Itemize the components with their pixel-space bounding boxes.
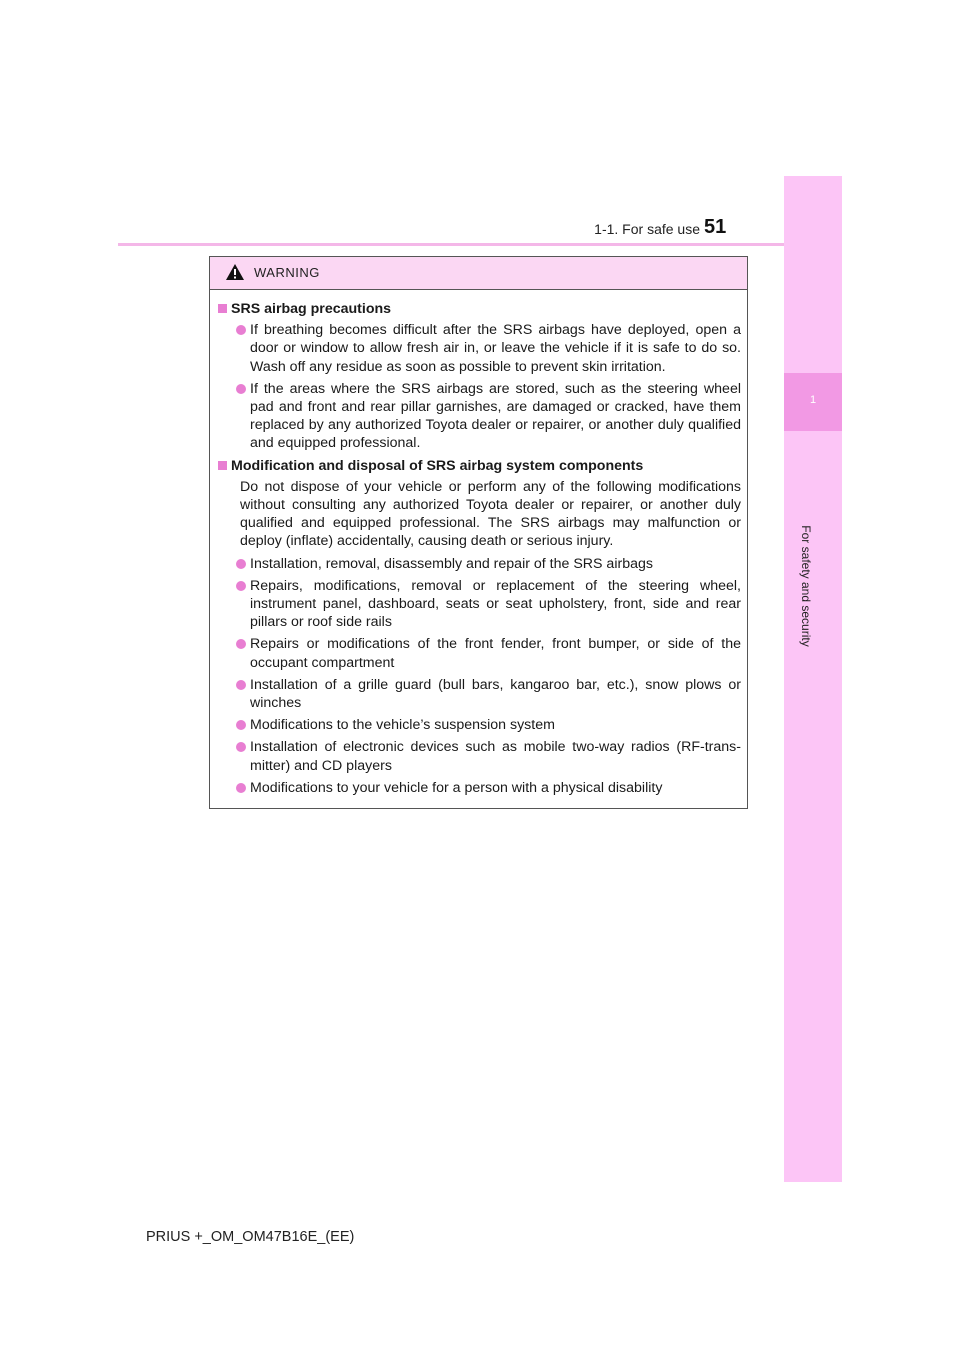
document-code: PRIUS +_OM_OM47B16E_(EE) (146, 1229, 355, 1245)
list-item (218, 555, 741, 573)
list-item (218, 716, 741, 734)
list-item-text: Installation of electronic devices such as mobile two-way radios (RF-trans-mitter) and CD players (250, 739, 741, 774)
list-item-text: Repairs or modifications of the front fender, front bumper, or side of the occupant compartment (250, 636, 741, 671)
circle-bullet-icon (236, 639, 246, 649)
section-heading-text: Modification and disposal of SRS airbag system components (231, 457, 644, 474)
section-heading-text: SRS airbag precautions (231, 301, 392, 317)
circle-bullet-icon (236, 783, 246, 793)
chapter-title: For safety and security (799, 525, 813, 647)
circle-bullet-icon (236, 742, 246, 752)
header-rule (118, 243, 842, 246)
warning-header (210, 257, 747, 290)
list-item (218, 635, 741, 671)
list-item (218, 321, 741, 376)
list-item-text: Modifications to your vehicle for a person with a physical disability (250, 779, 663, 796)
warning-box (209, 256, 748, 809)
list-item (218, 738, 741, 774)
square-bullet-icon (218, 304, 227, 313)
circle-bullet-icon (236, 384, 246, 394)
section-title: 1-1. For safe use (594, 221, 700, 237)
warning-body (210, 290, 747, 797)
circle-bullet-icon (236, 325, 246, 335)
section-heading (218, 300, 741, 318)
warning-label: WARNING (254, 265, 320, 280)
section-paragraph: Do not dispose of your vehicle or perform any of the following modifications without consulting any authorized Toyota dealer or repairer, or another duly qualified and equipped professional. The SRS airbags may malfunction or deploy (inflate) accidentally, causing death or serious injury. (240, 478, 741, 550)
list-item (218, 380, 741, 453)
list-item-text: Installation of a grille guard (bull bars, kangaroo bar, etc.), snow plows or winches (250, 676, 741, 712)
list-item-text: Modifications to the vehicle’s suspension system (250, 717, 555, 734)
list-item-text: If breathing becomes difficult after the SRS airbags have deployed, open a door or window to allow fresh air in, or leave the vehicle if it is safe to do so. Wash off any residue as soon as possible to prevent skin irritation. (250, 322, 741, 375)
list-item-text: Repairs, modifications, removal or replacement of the steering wheel, instrument panel, dashboard, seats or seat upholstery, front, side and rear pillars or roof side rails (250, 577, 741, 631)
circle-bullet-icon (236, 581, 246, 591)
page-number: 51 (704, 216, 727, 238)
list-item (218, 676, 741, 712)
square-bullet-icon (218, 461, 227, 470)
list-item (218, 577, 741, 632)
warning-triangle-icon (225, 263, 245, 281)
chapter-side-tab (784, 176, 842, 1182)
list-item-text: If the areas where the SRS airbags are stored, such as the steering wheel pad and front and rear pillar garnishes, are damaged or cracked, have them replaced by any authorized Toyota dealer or repairer, or another duly qualified and equipped professional. (250, 380, 741, 452)
list-item-text: Installation, removal, disassembly and repair of the SRS airbags (250, 555, 653, 572)
circle-bullet-icon (236, 720, 246, 730)
section-heading (218, 457, 741, 475)
circle-bullet-icon (236, 680, 246, 690)
list-item (218, 779, 741, 797)
circle-bullet-icon (236, 559, 246, 569)
chapter-number: 1 (809, 394, 817, 406)
